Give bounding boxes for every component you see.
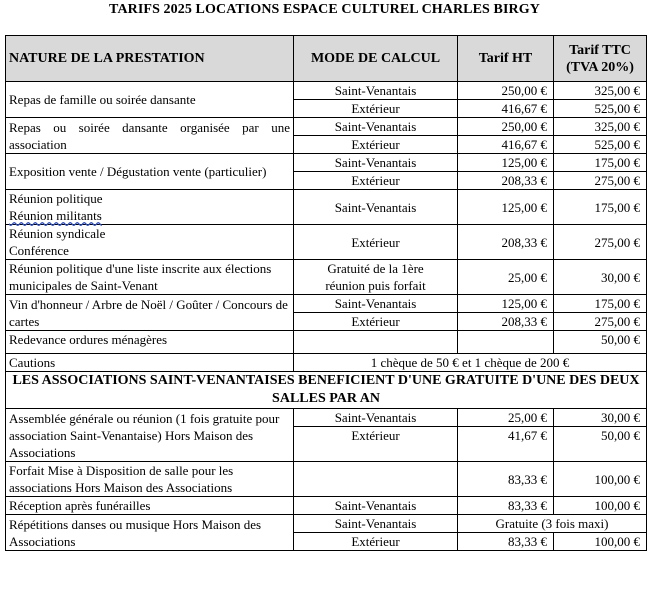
ttc-cell: 30,00 € bbox=[554, 409, 647, 427]
header-mode: MODE DE CALCUL bbox=[294, 36, 458, 82]
ttc-cell: 175,00 € bbox=[554, 190, 647, 225]
nature-cell: Répétitions danses ou musique Hors Maison des Associations bbox=[6, 515, 294, 551]
nature-cell bbox=[6, 190, 294, 225]
ht-cell: 83,33 € bbox=[458, 462, 554, 497]
section-heading: LES ASSOCIATIONS SAINT-VENANTAISES BENEFICIENT D'UNE GRATUITE D'UNE DES DEUX SALLES PAR AN bbox=[6, 372, 647, 409]
mode-cell: Extérieur bbox=[294, 533, 458, 551]
mode-cell: Saint-Venantais bbox=[294, 118, 458, 136]
ht-cell: 125,00 € bbox=[458, 154, 554, 172]
mode-cell: Saint-Venantais bbox=[294, 497, 458, 515]
ttc-cell: 275,00 € bbox=[554, 225, 647, 260]
mode-cell: Saint-Venantais bbox=[294, 295, 458, 313]
nature-line: Conférence bbox=[9, 243, 69, 258]
section-row bbox=[6, 372, 647, 409]
page-title: TARIFS 2025 LOCATIONS ESPACE CULTUREL CHARLES BIRGY bbox=[109, 2, 540, 17]
nature-cell: Réunion politique d'une liste inscrite aux élections municipales de Saint-Venant bbox=[6, 260, 294, 295]
mode-cell: Extérieur bbox=[294, 172, 458, 190]
header-nature: NATURE DE LA PRESTATION bbox=[6, 36, 294, 82]
ttc-cell: 275,00 € bbox=[554, 313, 647, 331]
ttc-cell: 100,00 € bbox=[554, 533, 647, 551]
mode-cell: Saint-Venantais bbox=[294, 515, 458, 533]
nature-line: Réunion militants bbox=[9, 208, 102, 223]
mode-cell: Extérieur bbox=[294, 136, 458, 154]
ht-cell: 208,33 € bbox=[458, 172, 554, 190]
ht-cell: 25,00 € bbox=[458, 409, 554, 427]
table-row bbox=[6, 515, 647, 533]
header-ttc-line2: (TVA 20%) bbox=[566, 59, 634, 75]
ht-cell: 250,00 € bbox=[458, 118, 554, 136]
ttc-cell: 525,00 € bbox=[554, 136, 647, 154]
table-row bbox=[6, 118, 647, 136]
nature-cell: Exposition vente / Dégustation vente (particulier) bbox=[6, 154, 294, 190]
table-row bbox=[6, 82, 647, 100]
mode-cell: Saint-Venantais bbox=[294, 154, 458, 172]
ht-cell: 125,00 € bbox=[458, 190, 554, 225]
ttc-cell: 50,00 € bbox=[554, 427, 647, 462]
table-row bbox=[6, 295, 647, 313]
ttc-cell: 525,00 € bbox=[554, 100, 647, 118]
nature-cell bbox=[6, 225, 294, 260]
mode-cell: Extérieur bbox=[294, 225, 458, 260]
ttc-cell: 100,00 € bbox=[554, 462, 647, 497]
ht-cell: 208,33 € bbox=[458, 225, 554, 260]
table-row bbox=[6, 331, 647, 354]
nature-cell: Redevance ordures ménagères bbox=[6, 331, 294, 354]
table-row bbox=[6, 154, 647, 172]
table-row bbox=[6, 409, 647, 427]
ht-cell: 41,67 € bbox=[458, 427, 554, 462]
ttc-cell: 175,00 € bbox=[554, 295, 647, 313]
ht-cell: 125,00 € bbox=[458, 295, 554, 313]
table-row bbox=[6, 354, 647, 372]
table-row bbox=[6, 225, 647, 260]
mode-cell: Saint-Venantais bbox=[294, 82, 458, 100]
nature-line: Réunion syndicale bbox=[9, 226, 106, 241]
ht-cell: 25,00 € bbox=[458, 260, 554, 295]
ttc-cell: 325,00 € bbox=[554, 118, 647, 136]
ttc-cell: 30,00 € bbox=[554, 260, 647, 295]
ht-cell: 250,00 € bbox=[458, 82, 554, 100]
ht-cell: 416,67 € bbox=[458, 100, 554, 118]
ht-cell: 208,33 € bbox=[458, 313, 554, 331]
ht-cell bbox=[458, 331, 554, 354]
mode-cell: Extérieur bbox=[294, 100, 458, 118]
nature-cell: Assemblée générale ou réunion (1 fois gratuite pour association Saint-Venantaise) Hors Maison des Associations bbox=[6, 409, 294, 462]
nature-cell: Forfait Mise à Disposition de salle pour les associations Hors Maison des Associations bbox=[6, 462, 294, 497]
nature-cell: Cautions bbox=[6, 354, 294, 372]
nature-line: Réunion politique bbox=[9, 191, 103, 206]
table-row bbox=[6, 497, 647, 515]
nature-cell: Repas ou soirée dansante organisée par une association bbox=[6, 118, 294, 154]
table-row bbox=[6, 190, 647, 225]
header-row bbox=[6, 36, 647, 82]
mode-cell: Extérieur bbox=[294, 313, 458, 331]
ttc-cell: 100,00 € bbox=[554, 497, 647, 515]
ht-cell: 83,33 € bbox=[458, 497, 554, 515]
merged-price-cell: Gratuite (3 fois maxi) bbox=[458, 515, 647, 533]
ht-cell: 416,67 € bbox=[458, 136, 554, 154]
table-row bbox=[6, 462, 647, 497]
mode-cell bbox=[294, 462, 458, 497]
cautions-cell: 1 chèque de 50 € et 1 chèque de 200 € bbox=[294, 354, 647, 372]
header-ht: Tarif HT bbox=[458, 36, 554, 82]
header-ttc bbox=[554, 36, 647, 82]
header-ttc-line1: Tarif TTC bbox=[569, 42, 631, 58]
mode-cell: Saint-Venantais bbox=[294, 409, 458, 427]
ttc-cell: 50,00 € bbox=[554, 331, 647, 354]
tariff-table bbox=[5, 35, 647, 551]
mode-cell: Extérieur bbox=[294, 427, 458, 462]
mode-cell: Gratuité de la 1ère réunion puis forfait bbox=[294, 260, 458, 295]
nature-cell: Vin d'honneur / Arbre de Noël / Goûter / Concours de cartes bbox=[6, 295, 294, 331]
ttc-cell: 175,00 € bbox=[554, 154, 647, 172]
ttc-cell: 275,00 € bbox=[554, 172, 647, 190]
table-row bbox=[6, 260, 647, 295]
mode-cell: Saint-Venantais bbox=[294, 190, 458, 225]
ttc-cell: 325,00 € bbox=[554, 82, 647, 100]
nature-cell: Repas de famille ou soirée dansante bbox=[6, 82, 294, 118]
mode-cell bbox=[294, 331, 458, 354]
nature-cell: Réception après funérailles bbox=[6, 497, 294, 515]
ht-cell: 83,33 € bbox=[458, 533, 554, 551]
